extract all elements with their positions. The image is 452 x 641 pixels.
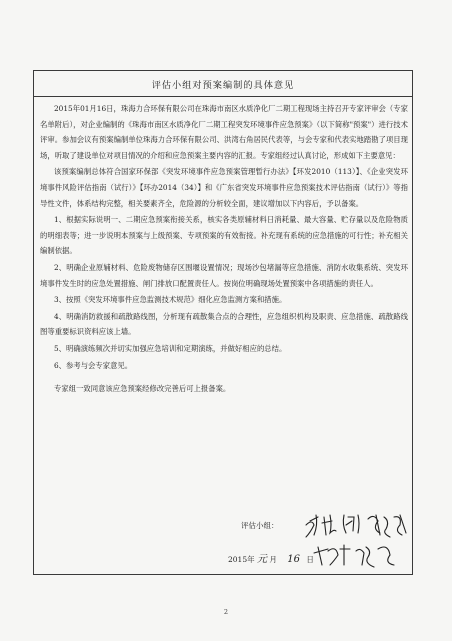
opinion-item-5: 5、明确演练频次并切实加强应急培训和定期演练，并做好相应的总结。: [54, 343, 287, 353]
opinion-body: [40, 101, 408, 397]
date-day-handwritten: 16: [287, 554, 300, 565]
opinion-item-6: 6、参考与会专家意见。: [54, 360, 133, 370]
date-day-label: 日: [306, 555, 314, 564]
table-header: [34, 71, 412, 97]
opinion-item-3: 3、按照《突发环境事件应急监测技术规范》细化应急监测方案和措施。: [54, 295, 287, 305]
opinion-item-2: 2、明确企业原辅材料、危险废物储存区围堰设置情况；现场沙包堵漏等应急措施、消防水收集系统、突发环境事件发生时的应急处置措施、闸门排放口配置责任人。按岗位明确现场处置预案中各项措施的责任人。: [40, 262, 408, 288]
sign-label-row: [241, 520, 279, 532]
opinion-table: [33, 70, 413, 575]
handwritten-signatures: [304, 511, 412, 571]
summary-paragraph: 该预案编制总体符合国家环保部《突发环境事件应急预案管理暂行办法》【环发2010（113）】、《企业突发环境事件风险评估指南（试行）》【环办2014（34）】和《广东省突发环境事件应急预案技术评估指南（试行）》等指导性文件，体系结构完整，相关要素齐全，危险源的分析较全面，建议增加以下内容后，予以备案。: [40, 167, 408, 208]
document-title: 评估小组对预案编制的具体意见: [151, 79, 295, 91]
date-month-label: 月: [269, 555, 277, 564]
intro-paragraph: 2015年01月16日，珠海力合环保有限公司在珠海市南区水质净化厂二期工程现场主持召开专家评审会（专家名单附后），对企业编制的《珠海市南区水质净化厂二期工程突发环境事件应急预案》（以下简称"预案"）进行技术评审。参加会议有预案编制单位珠海力合环保有限公司、洪湾右角居民代表等，与会专家和代表实地踏勘了项目现场，听取了建设单位对项目情况的介绍和应急预案主要内容的汇报。专家组经过认真讨论，形成如下主要意见：: [40, 104, 408, 160]
date-row: [228, 550, 314, 565]
opinion-item-4: 4、明确消防救援和疏散路线图，分析现有疏散集合点的合理性，应急组织机构及职责、应急措施、疏散路线图等重要标识资料应该上墙。: [40, 311, 408, 337]
page-number: 2: [223, 608, 229, 616]
conclusion-paragraph: 专家组一致同意该应急预案经修改完善后可上报备案。: [54, 384, 231, 394]
date-month-handwritten: 元: [256, 554, 267, 565]
opinion-item-1: 1、根据实际说明一、二期应急预案衔接关系，核实各类原辅材料日消耗量、最大容量、贮存量以及危险物质的明细表等；进一步说明本预案与上级预案、专项预案的有效衔接。补充现有系统的应急措施的可行性；补充相关编制依据。: [40, 215, 408, 256]
date-year: 2015年: [228, 555, 255, 564]
sign-label: 评估小组：: [241, 521, 279, 530]
